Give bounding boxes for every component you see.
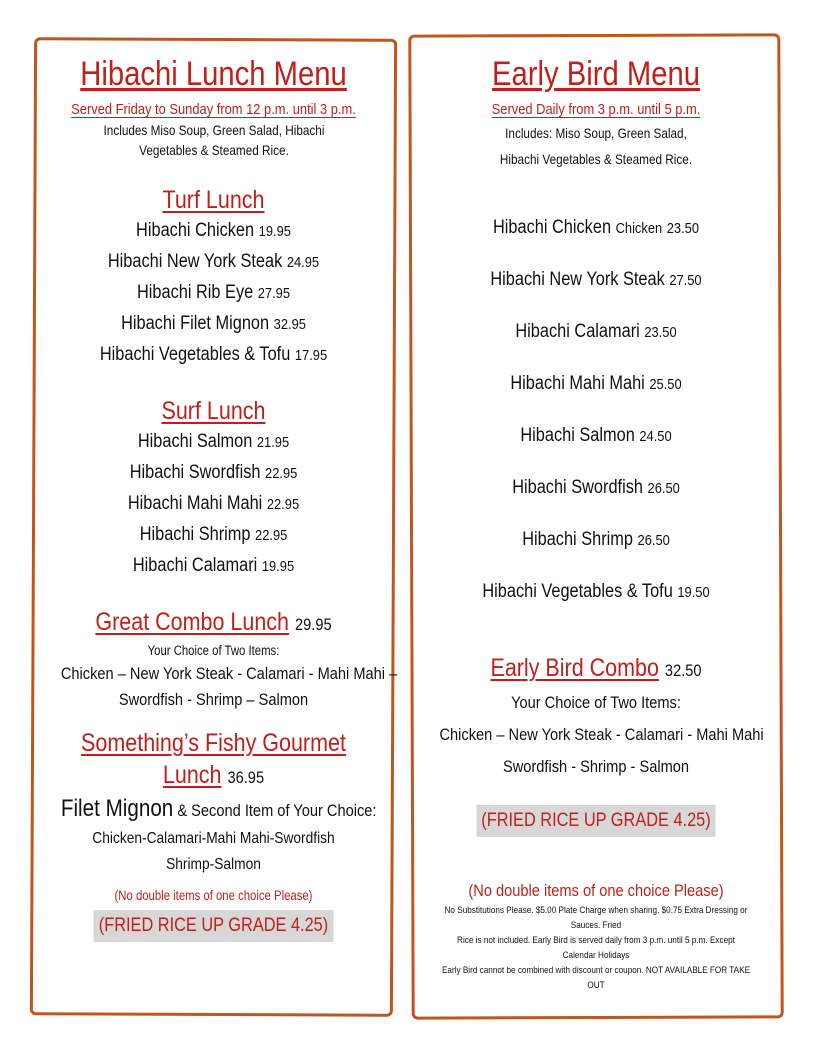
menu-item: Hibachi New York Steak 24.95 <box>107 251 320 272</box>
section-heading-great-combo: Great Combo Lunch 29.95 <box>95 608 332 636</box>
fishy-options-line: Shrimp-Salmon <box>166 856 261 873</box>
combo-options-line: Swordfish - Shrimp – Salmon <box>118 690 309 709</box>
fishy-lead-line: Filet Mignon & Second Item of Your Choice: <box>60 795 377 822</box>
fine-print-line: Rice is not included. Early Bird is served daily from 3 p.m. until 5 p.m. Except Calendar Holidays <box>457 935 735 961</box>
fried-rice-wrapper <box>439 805 752 837</box>
menu-item: Hibachi Shrimp 22.95 <box>139 524 288 545</box>
section-heading-early-bird-combo: Early Bird Combo 32.50 <box>490 654 702 682</box>
fried-rice-upgrade-badge: (FRIED RICE UP GRADE 4.25) <box>476 805 716 837</box>
menu-item: Hibachi New York Steak 27.50 <box>490 269 702 290</box>
no-double-note: (No double items of one choice Please) <box>114 888 313 903</box>
menu-item: Hibachi Salmon 24.50 <box>520 425 672 446</box>
section-heading-fishy: Something’s Fishy Gourmet Lunch 36.95 <box>81 729 346 789</box>
menu-item: Hibachi Rib Eye 27.95 <box>136 282 291 303</box>
menu-item: Hibachi Vegetables & Tofu 17.95 <box>99 344 328 365</box>
fine-print-line: No Substitutions Please. $5.00 Plate Charge when sharing. $0.75 Extra Dressing or Sauces. Fried <box>444 905 748 931</box>
fried-rice-upgrade-badge: (FRIED RICE UP GRADE 4.25) <box>94 910 334 942</box>
menu-item: Hibachi Mahi Mahi 25.50 <box>510 373 682 394</box>
surf-item-list <box>36 427 391 582</box>
combo-options-line: Swordfish - Shrimp - Salmon <box>502 757 690 776</box>
menu-item: Hibachi Swordfish 22.95 <box>129 462 298 483</box>
menu-item: Hibachi Chicken 19.95 <box>136 220 291 241</box>
menu-item: Hibachi Chicken Chicken 23.50 <box>492 217 700 238</box>
served-hours: Served Daily from 3 p.m. until 5 p.m. <box>491 101 701 118</box>
menu-item: Hibachi Mahi Mahi 22.95 <box>127 493 300 514</box>
no-double-note: (No double items of one choice Please) <box>468 881 724 900</box>
combo-options-line: Chicken – New York Steak - Calamari - Mahi Mahi <box>439 725 764 744</box>
menu-item: Hibachi Calamari 23.50 <box>515 321 677 342</box>
menu-item: Hibachi Shrimp 26.50 <box>522 529 670 550</box>
fishy-options-line: Chicken-Calamari-Mahi Mahi-Swordfish <box>92 830 335 847</box>
served-hours: Served Friday to Sunday from 12 p.m. until 3 p.m. <box>71 101 356 118</box>
page-title: Hibachi Lunch Menu <box>80 55 347 93</box>
menu-item: Hibachi Vegetables & Tofu 19.50 <box>482 581 710 602</box>
menu-item: Hibachi Calamari 19.95 <box>132 555 295 576</box>
menu-item: Hibachi Salmon 21.95 <box>137 431 290 452</box>
fine-print-line: Early Bird cannot be combined with discount or coupon. NOT AVAILABLE FOR TAKE OUT <box>441 965 751 991</box>
page-title: Early Bird Menu <box>491 55 701 93</box>
turf-item-list <box>36 216 391 371</box>
hibachi-lunch-menu <box>36 52 398 942</box>
early-bird-menu <box>414 52 778 993</box>
early-bird-item-list <box>414 202 778 618</box>
combo-options-line: Chicken – New York Steak - Calamari - Mahi Mahi – <box>60 664 398 683</box>
includes-note: Includes Miso Soup, Green Salad, Hibachi Vegetables & Steamed Rice. <box>103 122 324 158</box>
fried-rice-wrapper <box>61 910 366 942</box>
section-heading-surf: Surf Lunch <box>161 397 266 425</box>
combo-choice-note: Your Choice of Two Items: <box>511 693 681 712</box>
includes-note: Includes: Miso Soup, Green Salad, Hibachi Vegetables & Steamed Rice. <box>499 125 693 167</box>
combo-choice-note: Your Choice of Two Items: <box>147 643 280 658</box>
section-heading-turf: Turf Lunch <box>162 186 265 214</box>
menu-item: Hibachi Swordfish 26.50 <box>512 477 680 498</box>
menu-item: Hibachi Filet Mignon 32.95 <box>121 313 306 334</box>
